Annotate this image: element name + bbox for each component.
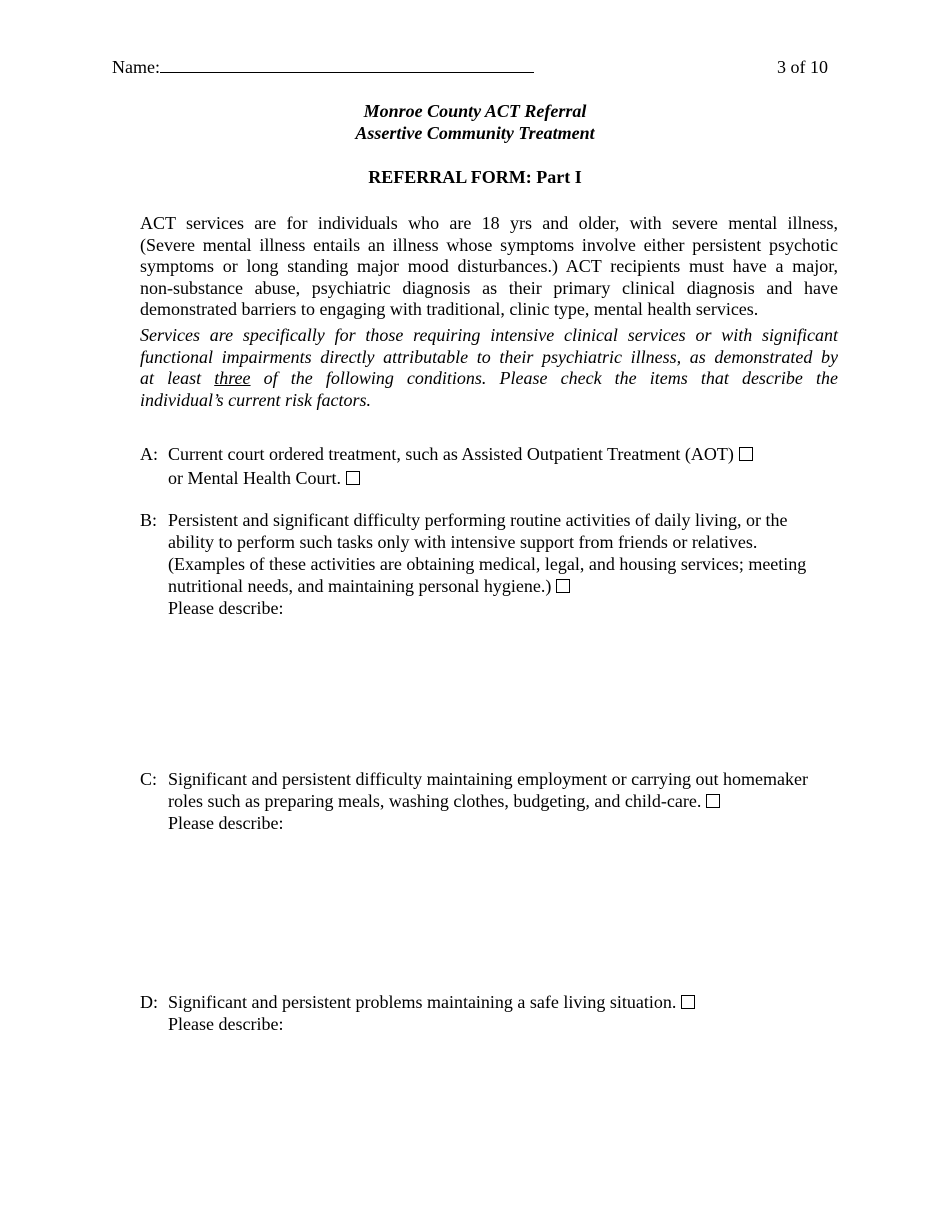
intro-line: non-substance abuse, psychiatric diagnosis as their primary clinical diagnosis and have [140,277,838,298]
describe-label: Please describe: [168,1014,284,1034]
intro-line: symptoms or long standing major mood disturbances.) ACT recipients must have a major, [140,256,838,276]
describe-label: Please describe: [168,598,284,618]
item-b [140,509,840,619]
criteria-line: individual’s current risk factors. [140,389,371,410]
item-letter: A: [140,444,158,464]
item-letter: B: [140,510,158,530]
name-label: Name: [112,57,160,77]
employment-checkbox[interactable] [706,794,720,808]
safe-living-checkbox[interactable] [681,995,695,1009]
mental-health-court-checkbox[interactable] [346,471,360,485]
criteria-text: of the following conditions. Please check the items that describe the [250,368,839,388]
form-title: REFERRAL FORM: Part I [368,167,582,187]
item-d [140,991,840,1035]
item-c-text: roles such as preparing meals, washing clothes, budgeting, and child-care. [168,791,702,811]
item-c-line: Significant and persistent difficulty maintaining employment or carrying out homemaker [168,769,809,789]
item-a-line [168,467,840,489]
intro-paragraph [140,213,838,321]
criteria-line: Services are specifically for those requiring intensive clinical services or with significant [140,325,838,345]
name-input-line[interactable] [160,55,534,73]
criteria-line [140,368,838,390]
intro-line: demonstrated barriers to engaging with traditional, clinic type, mental health services. [140,299,759,319]
item-c [140,768,840,834]
document-title-line2: Assertive Community Treatment [355,123,595,143]
criteria-paragraph [140,325,838,411]
item-letter: C: [140,769,158,789]
intro-line: ACT services are for individuals who are 18 yrs and older, with severe mental illness, [140,213,838,233]
item-b-line: ability to perform such tasks only with intensive support from friends or relatives. [168,532,758,552]
criteria-text: at least [140,368,215,388]
item-a-text: or Mental Health Court. [168,468,341,488]
document-title-line1: Monroe County ACT Referral [363,101,587,121]
item-b-line: (Examples of these activities are obtaining medical, legal, and housing services; meeting [168,554,807,574]
item-b-line [168,575,840,597]
criteria-emphasis: three [214,368,251,388]
item-d-line [168,991,840,1013]
item-a [140,443,840,489]
item-a-line [168,443,840,465]
item-d-text: Significant and persistent problems maintaining a safe living situation. [168,992,677,1012]
page-indicator: 3 of 10 [777,57,828,77]
item-letter: D: [140,992,158,1012]
name-field [112,55,534,79]
item-b-text: nutritional needs, and maintaining personal hygiene.) [168,576,552,596]
intro-line: (Severe mental illness entails an illness whose symptoms involve either persistent psychotic [140,234,838,255]
aot-checkbox[interactable] [739,447,753,461]
item-b-line: Persistent and significant difficulty performing routine activities of daily living, or the [168,510,788,530]
describe-label: Please describe: [168,813,284,833]
item-a-text: Current court ordered treatment, such as Assisted Outpatient Treatment (AOT) [168,444,734,464]
daily-living-checkbox[interactable] [556,579,570,593]
criteria-line: functional impairments directly attributable to their psychiatric illness, as demonstrated by [140,346,838,367]
item-c-line [168,790,840,812]
